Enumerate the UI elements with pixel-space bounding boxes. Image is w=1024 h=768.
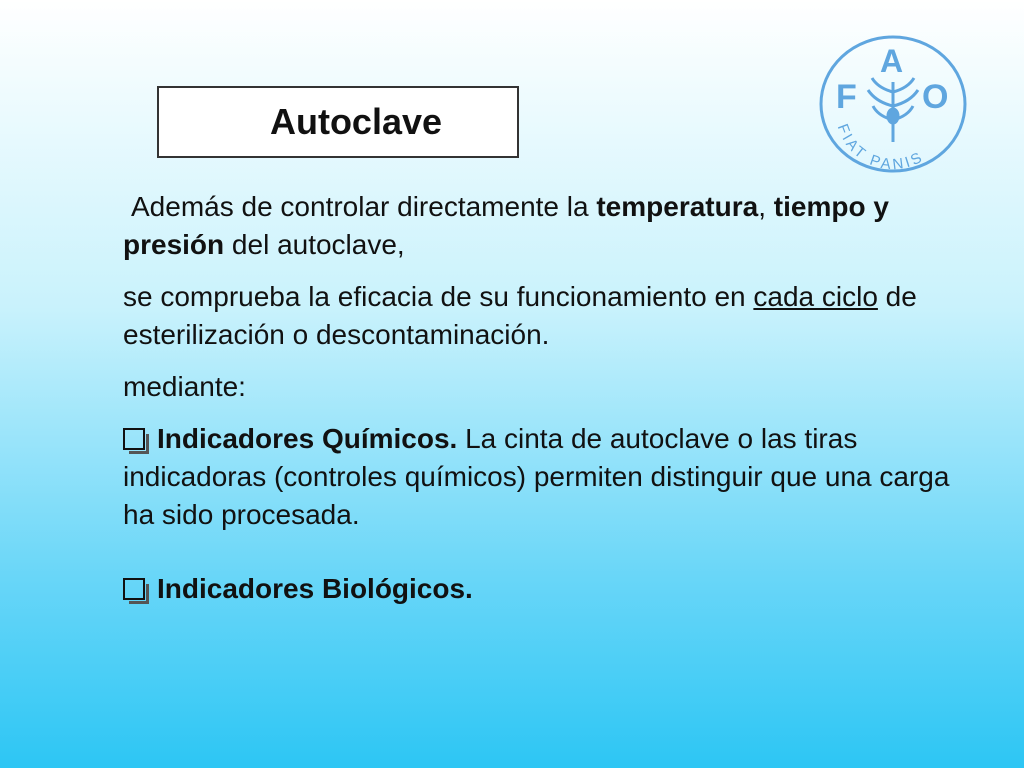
logo-motto: FIAT PANIS [833, 121, 928, 174]
check-paragraph [123, 278, 983, 354]
mediante-line: mediante: [123, 371, 246, 402]
slide-body [123, 188, 983, 622]
svg-text:FIAT PANIS [834, 122, 927, 174]
check-underlined: cada ciclo [753, 281, 878, 312]
intro-text-2: , [758, 191, 774, 222]
bullet-chemical [123, 420, 983, 534]
check-text-1: se comprueba la eficacia de su funcionamiento en [123, 281, 754, 312]
title-box [157, 86, 519, 158]
bullet-chemical-text: La cinta de autoclave o las tiras indicadoras (controles químicos) permiten distinguir que una carga ha sido procesada. [123, 423, 950, 530]
check-text-2: de esterilización o descontaminación. [123, 281, 917, 350]
intro-bold-tiempo: tiempo y presión [123, 191, 889, 260]
checkbox-bullet-icon [123, 578, 145, 600]
intro-bold-temperatura: temperatura [596, 191, 759, 222]
logo-letter-o: O [922, 78, 949, 116]
logo-letter-f: F [836, 78, 857, 116]
wheat-ear-icon [868, 78, 918, 142]
intro-text-1: Además de controlar directamente la [131, 191, 597, 222]
fao-logo [818, 34, 968, 174]
checkbox-bullet-icon [123, 428, 145, 450]
intro-text-3: del autoclave, [224, 229, 405, 260]
bullet-biological-title: Indicadores Biológicos. [157, 573, 473, 604]
bullet-biological [123, 570, 983, 608]
logo-letter-a: A [880, 43, 904, 79]
intro-paragraph [123, 188, 983, 264]
bullet-chemical-title: Indicadores Químicos. [157, 423, 458, 454]
slide-title: Autoclave [269, 101, 443, 142]
